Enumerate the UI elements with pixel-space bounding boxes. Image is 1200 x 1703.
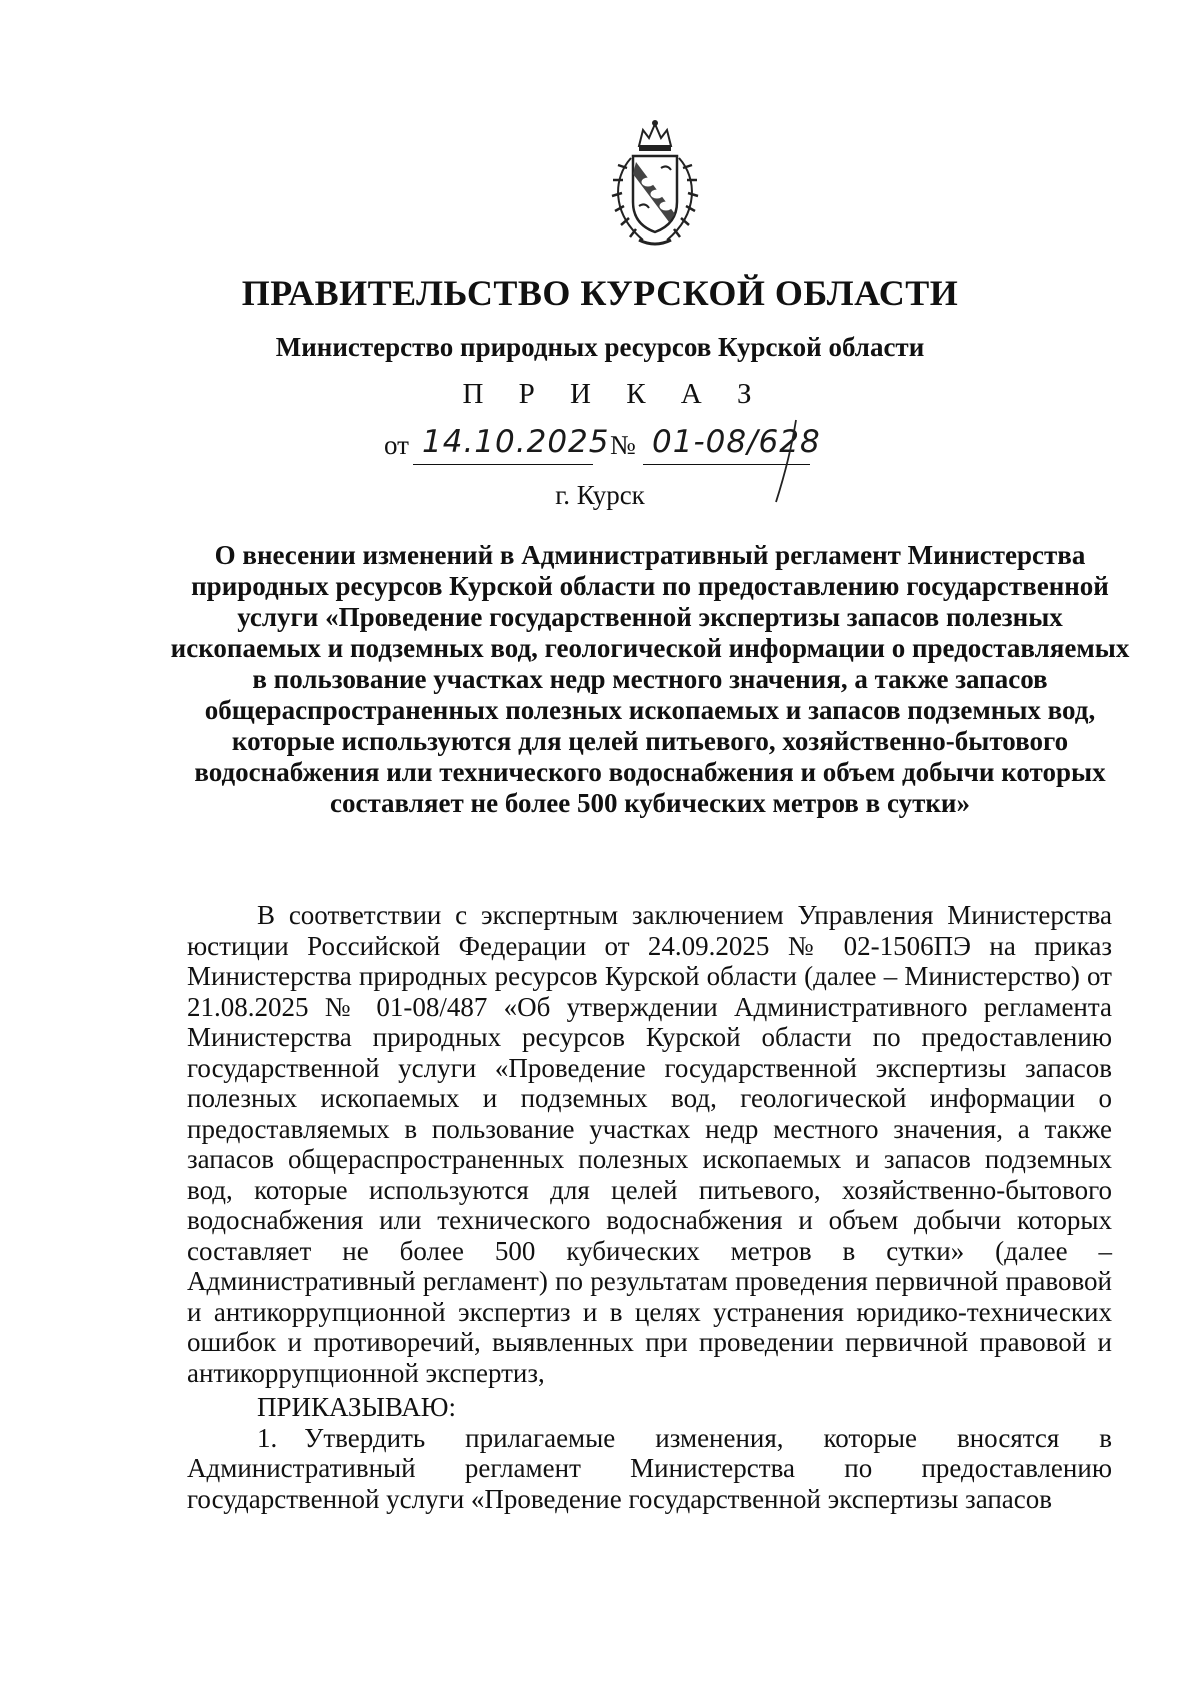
government-title: ПРАВИТЕЛЬСТВО КУРСКОЙ ОБЛАСТИ xyxy=(241,273,959,313)
order-body xyxy=(187,900,1112,1514)
kursk-coat-of-arms-icon xyxy=(603,118,707,250)
city-name: г. Курск xyxy=(555,480,645,510)
date-prefix: от xyxy=(384,430,409,460)
handwritten-date: 14.10.2025 xyxy=(422,424,610,460)
preamble-paragraph: В соответствии с экспертным заключением Управления Министерства юстиции Российской Федерации от 24.09.2025 № 02-1506ПЭ на приказ Министерства природных ресурсов Курской области (далее – Министерство) от 21.08.2025 № 01-08/487 «Об утверждении Административного регламента Министерства природных ресурсов Курской области по предоставлению государственной услуги «Проведение государственной экспертизы запасов полезных ископаемых и подземных вод, геологической информации о предоставляемых в пользование участках недр местного значения, а также запасов общераспространенных полезных ископаемых и запасов подземных вод, которые используются для целей питьевого, хозяйственно-бытового водоснабжения или технического водоснабжения и объем добычи которых составляет не более 500 кубических метров в сутки» (далее – Административный регламент) по результатам проведения первичной правовой и антикоррупционной экспертиз и в целях устранения юридико-технических ошибок и противоречий, выявленных при проведении первичной правовой и антикоррупционной экспертиз, xyxy=(187,900,1112,1388)
ministry-name: Министерство природных ресурсов Курской области xyxy=(275,332,925,362)
handwritten-number: 01-08/628 xyxy=(652,424,821,460)
order-item-1: 1. Утвердить прилагаемые изменения, которые вносятся в Административный регламент Министерства по предоставлению государственной услуги «Проведение государственной экспертизы запасов xyxy=(187,1422,1112,1514)
order-heading: П Р И К А З xyxy=(462,378,766,410)
number-prefix: № xyxy=(610,430,636,460)
order-date-number-line xyxy=(0,424,1200,470)
order-command: ПРИКАЗЫВАЮ: xyxy=(257,1392,456,1422)
order-subject: О внесении изменений в Административный регламент Министерства природных ресурсов Курской области по предоставлению государственной услуги «Проведение государственной экспертизы запасов полезных ископаемых и подземных вод, геологической информации о предоставляемых в пользование участках недр местного значения, а также запасов общераспространенных полезных ископаемых и запасов подземных вод, которые используются для целей питьевого, хозяйственно-бытового водоснабжения или технического водоснабжения и объем добычи которых составляет не более 500 кубических метров в сутки» xyxy=(170,540,1130,818)
date-underline xyxy=(413,464,593,465)
